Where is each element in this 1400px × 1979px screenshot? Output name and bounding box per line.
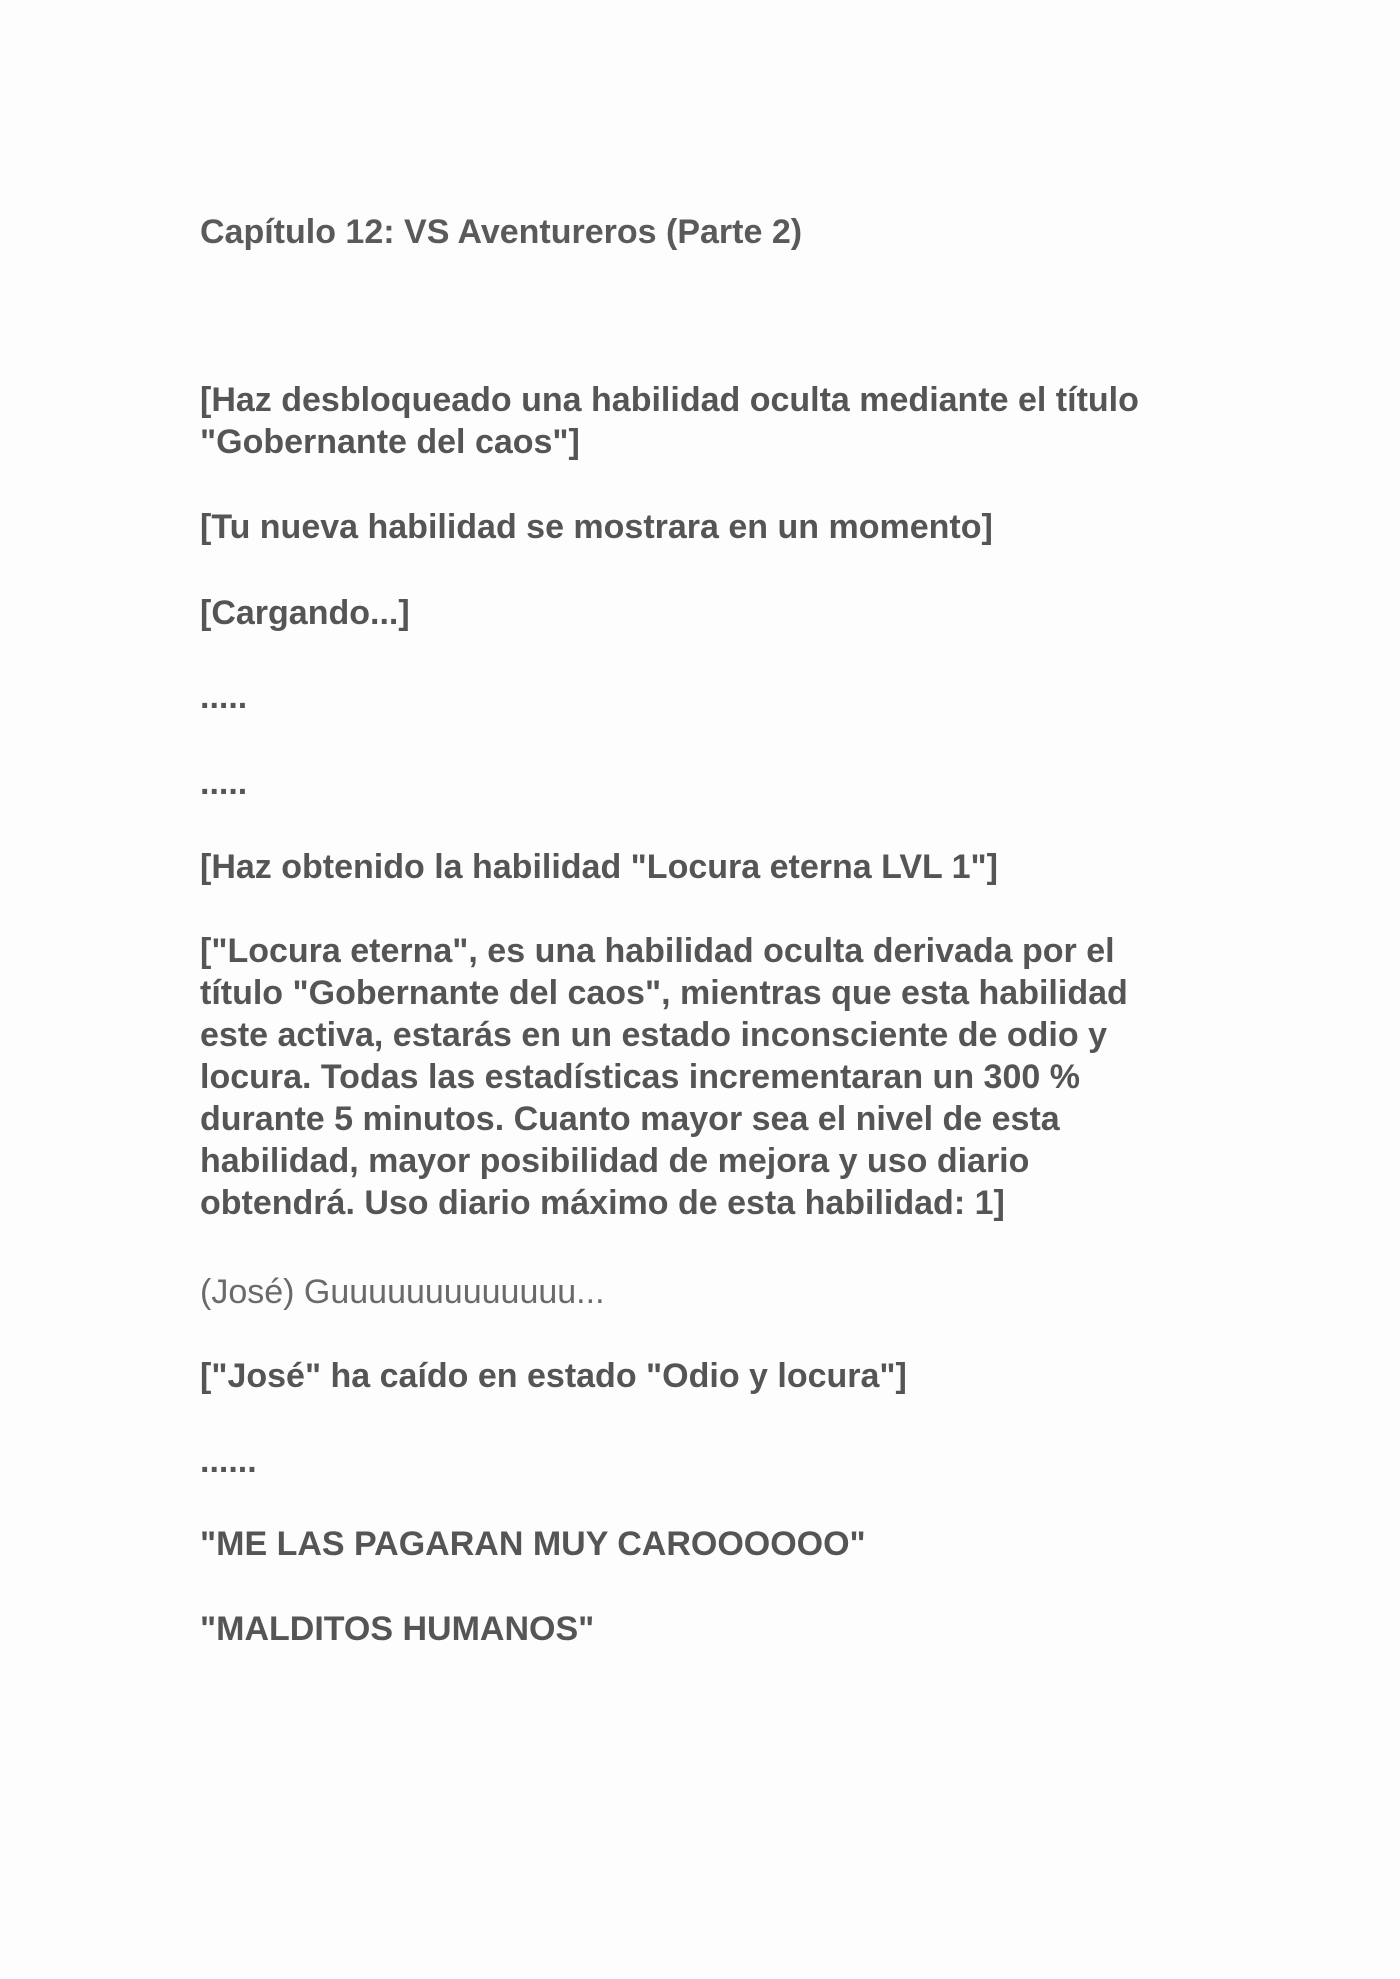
- text-line: este activa, estarás en un estado inconsciente de odio y: [200, 1016, 1107, 1054]
- text-line: .....: [200, 764, 248, 802]
- text-line: [Haz obtenido la habilidad "Locura eterna LVL 1"]: [200, 848, 998, 886]
- text-line: [Cargando...]: [200, 594, 410, 632]
- system-message-reveal: [200, 506, 993, 548]
- text-line: locura. Todas las estadísticas incrementaran un 300 %: [200, 1058, 1080, 1096]
- chapter-title: Capítulo 12: VS Aventureros (Parte 2): [200, 213, 803, 251]
- skill-description: [200, 930, 1128, 1224]
- text-line: .....: [200, 678, 248, 716]
- system-message-obtained: [200, 846, 998, 888]
- text-line: ["José" ha caído en estado "Odio y locura"]: [200, 1357, 907, 1395]
- shout-line: [200, 1523, 866, 1565]
- text-line: "MALDITOS HUMANOS": [200, 1610, 595, 1648]
- system-message-loading: [200, 592, 410, 634]
- ellipsis-line: [200, 762, 247, 804]
- text-line: ["Locura eterna", es una habilidad oculta derivada por el: [200, 932, 1115, 970]
- text-line: (José) Guuuuuuuuuuuuu...: [200, 1273, 605, 1311]
- dialogue-line: [200, 1271, 605, 1313]
- ellipsis-line: [200, 1440, 257, 1482]
- text-line: ......: [200, 1442, 257, 1480]
- text-line: "Gobernante del caos"]: [200, 423, 580, 461]
- text-line: durante 5 minutos. Cuanto mayor sea el nivel de esta: [200, 1100, 1060, 1138]
- system-message-state: [200, 1355, 907, 1397]
- text-line: [Haz desbloqueado una habilidad oculta mediante el título: [200, 381, 1139, 419]
- text-line: habilidad, mayor posibilidad de mejora y uso diario: [200, 1142, 1030, 1180]
- system-message-unlock: [200, 379, 1139, 463]
- shout-line: [200, 1608, 594, 1650]
- text-line: [Tu nueva habilidad se mostrara en un momento]: [200, 508, 993, 546]
- text-line: "ME LAS PAGARAN MUY CAROOOOOO": [200, 1525, 866, 1563]
- ellipsis-line: [200, 676, 247, 718]
- text-line: título "Gobernante del caos", mientras que esta habilidad: [200, 974, 1128, 1012]
- text-line: obtendrá. Uso diario máximo de esta habilidad: 1]: [200, 1184, 1005, 1222]
